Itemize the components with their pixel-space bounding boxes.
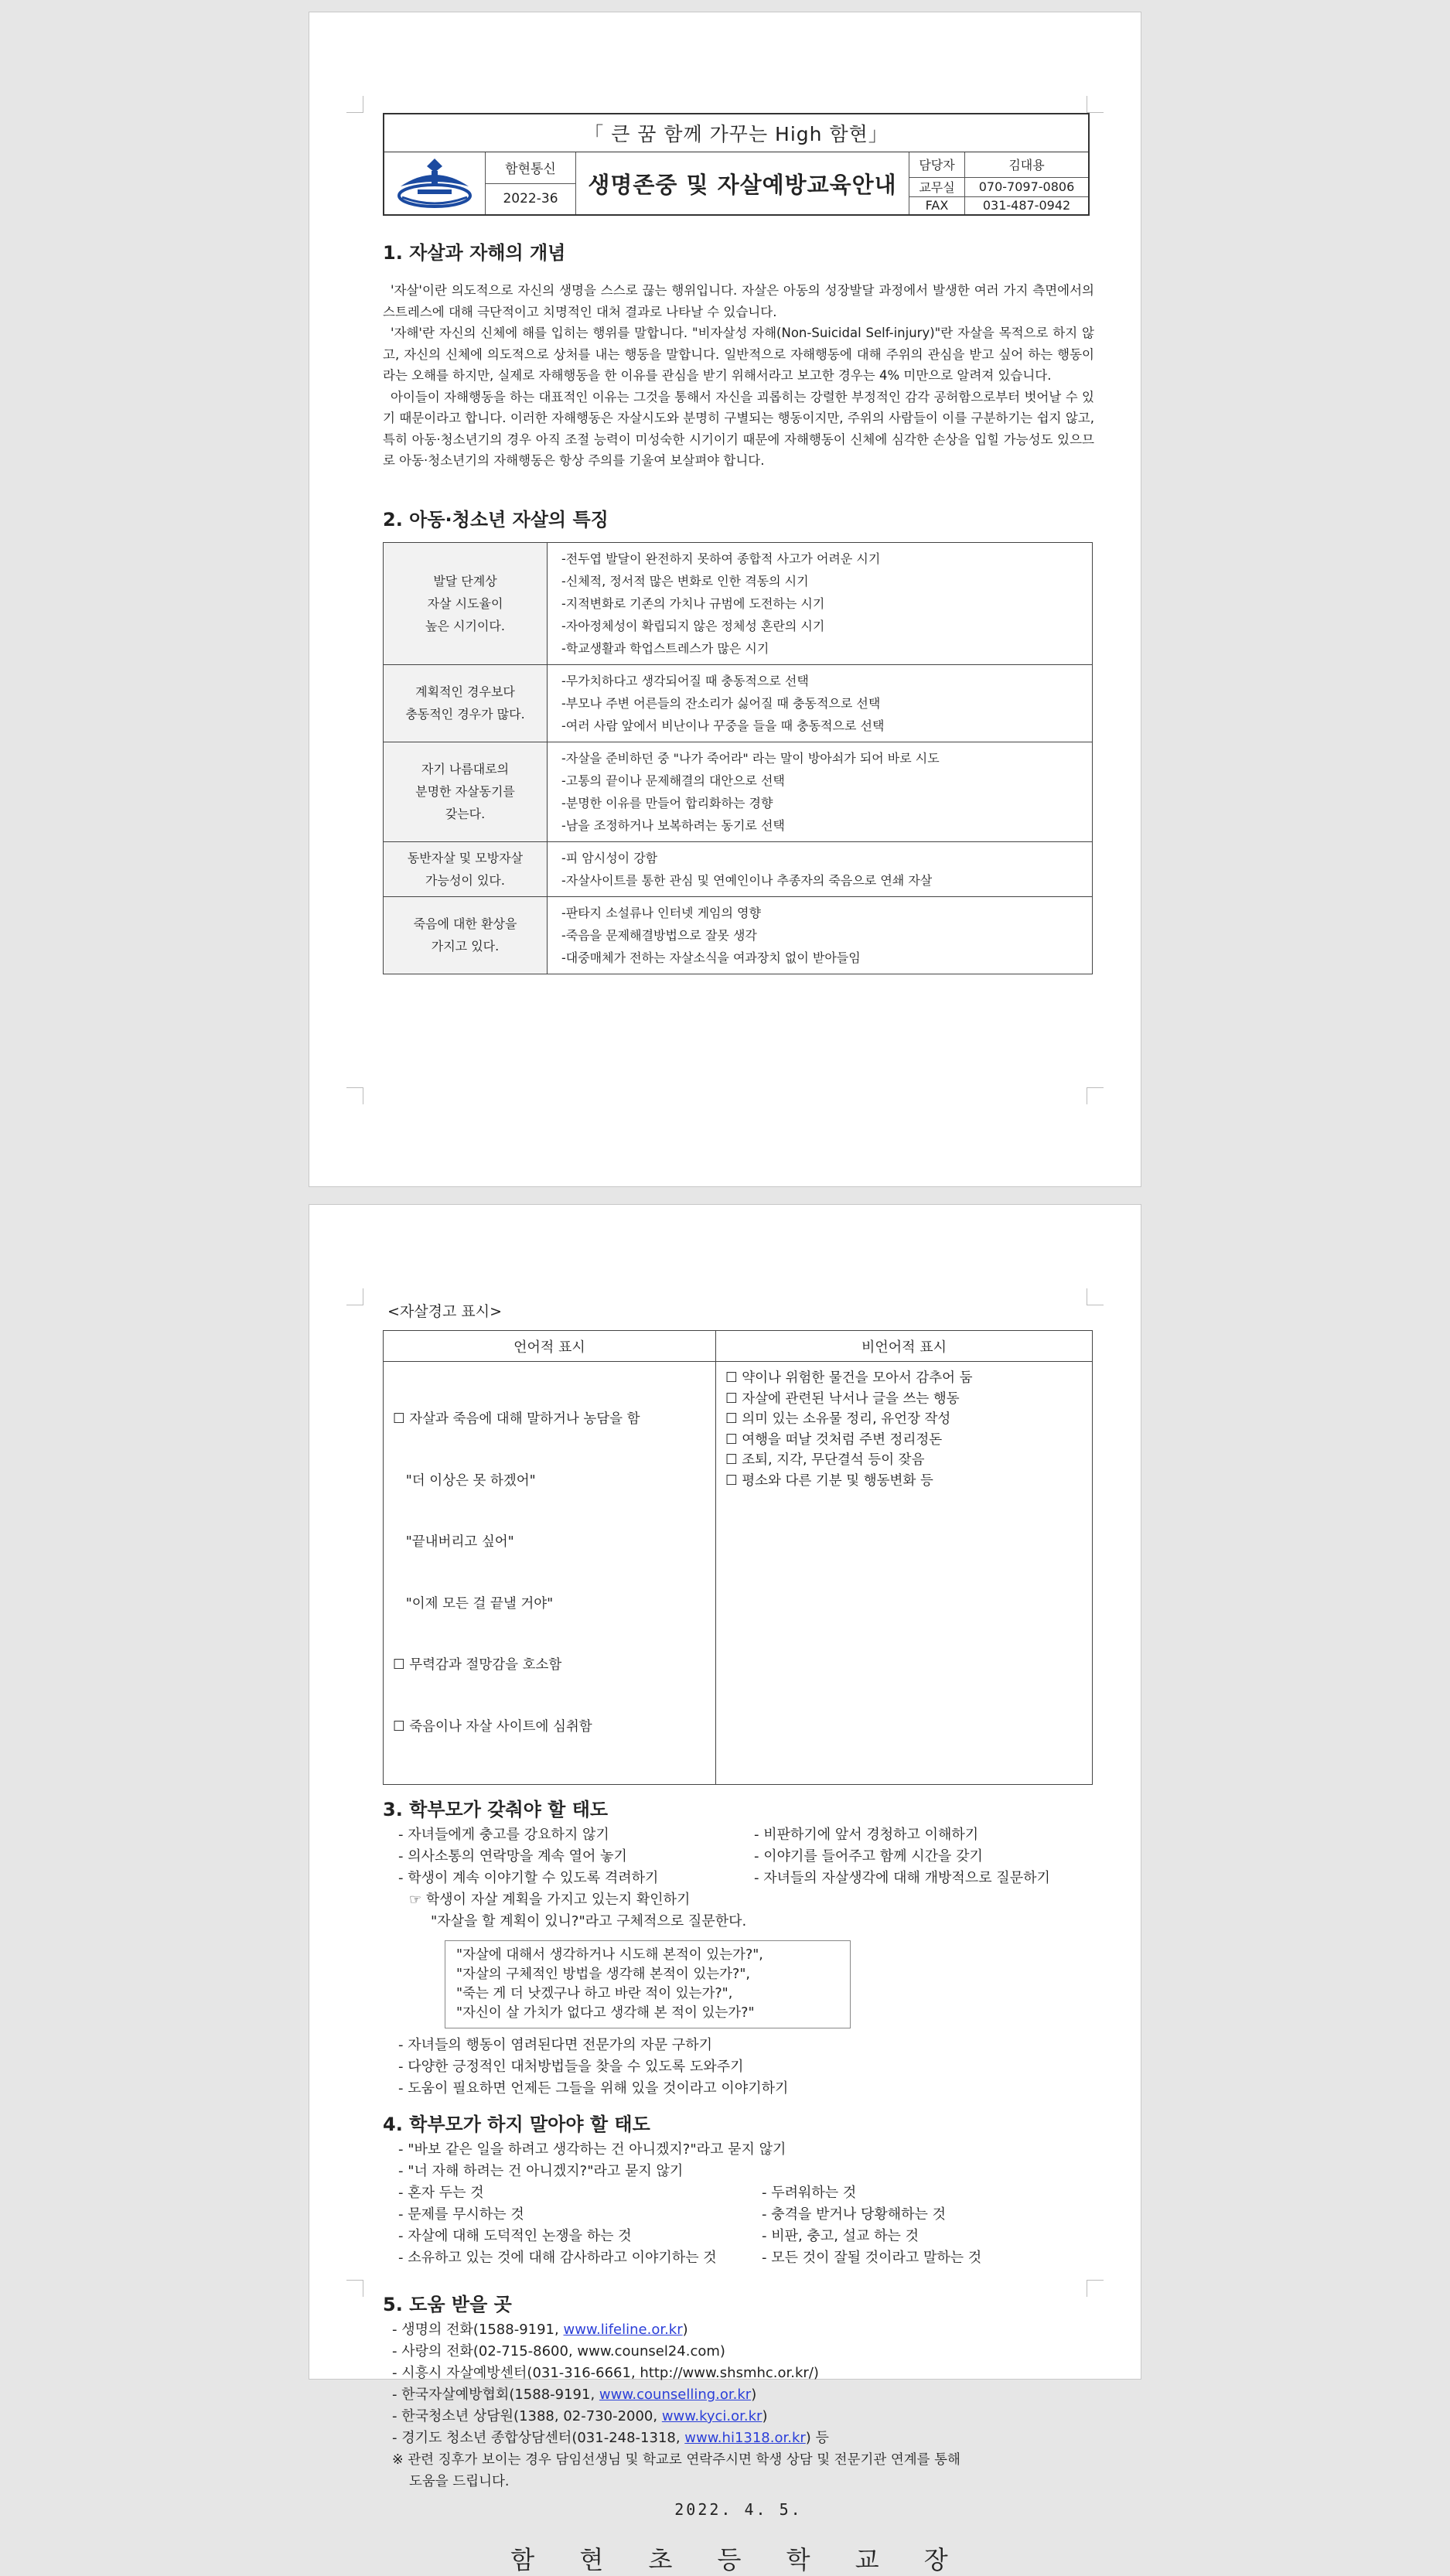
contact-label: 담당자 <box>909 152 965 178</box>
paragraph: '자해'란 자신의 신체에 해를 입히는 행위를 말합니다. "비자살성 자해(Non-Suicidal Self-injury)"란 자살을 목적으로 하지 않고, 자신의 신체에 의도적으로 상처를 내는 행동을 말합니다. 일반적으로 자해행동에 대해 주위의 관심을 받고 싶어 하는 행동이라는 오해를 하지만, 실제로 자해행동을 한 이유를 관심을 받기 위해서라고 보고한 경우는 4% 미만으로 알려져 있습니다. <box>383 326 1094 383</box>
list-item: - 도움이 필요하면 언제든 그들을 위해 있을 것이라고 이야기하기 <box>398 2080 789 2097</box>
row-item: -대중매체가 전하는 자살소식을 여과장치 없이 받아들임 <box>561 950 861 965</box>
list-item: - 충격을 받거나 당황해하는 것 <box>762 2206 947 2223</box>
row-label: 가능성이 있다. <box>425 872 505 888</box>
tip-line: ☞ 학생이 자살 계획을 가지고 있는지 확인하기 <box>409 1892 691 1908</box>
resource-link[interactable]: www.counselling.or.kr <box>599 2387 752 2403</box>
list-item: - "바보 같은 일을 하려고 생각하는 건 아니겠지?"라고 묻지 않기 <box>398 2141 786 2158</box>
note-line: 도움을 드립니다. <box>409 2474 510 2489</box>
contact-value: 김대용 <box>965 152 1088 178</box>
nonverbal-sign: ☐ 자살에 관련된 낙서나 글을 쓰는 행동 <box>725 1390 960 1407</box>
row-label: 죽음에 대한 환상을 <box>413 916 517 931</box>
list-item: - 혼자 두는 것 <box>398 2185 484 2201</box>
list-item: - 모든 것이 잘될 것이라고 말하는 것 <box>762 2250 982 2266</box>
crop-mark <box>346 1288 363 1305</box>
issue-date: 2022. 4. 5. <box>674 2500 803 2519</box>
row-item: -분명한 이유를 만들어 합리화하는 경향 <box>561 795 773 810</box>
row-item: -판타지 소설류나 인터넷 게임의 영향 <box>561 905 761 920</box>
column-header: 비언어적 표시 <box>716 1331 1093 1362</box>
list-item: - "너 자해 하려는 건 아니겠지?"라고 묻지 않기 <box>398 2163 684 2179</box>
section-4-body <box>398 2139 1094 2269</box>
page-1-content <box>383 113 1094 974</box>
row-item: -남을 조정하거나 보복하려는 동기로 선택 <box>561 817 785 833</box>
table-row <box>384 896 1093 974</box>
example-question: "죽는 게 더 낫겠구나 하고 바란 적이 있는가?", <box>456 1986 733 2001</box>
verbal-sign: "더 이상은 못 하겠어" <box>393 1472 536 1489</box>
warning-heading: <자살경고 표시> <box>387 1303 503 1320</box>
help-resources <box>392 2319 1094 2492</box>
list-item: - 자녀들에게 충고를 강요하지 않기 <box>398 1827 609 1843</box>
row-label: 계획적인 경우보다 <box>415 684 515 699</box>
row-item: -고통의 끝이나 문제해결의 대안으로 선택 <box>561 773 785 788</box>
row-item: -피 암시성이 강함 <box>561 850 658 865</box>
row-item: -무가치하다고 생각되어질 때 충동적으로 선택 <box>561 673 809 688</box>
row-label: 분명한 자살동기를 <box>415 784 515 799</box>
column-header: 언어적 표시 <box>384 1331 716 1362</box>
table-row <box>384 841 1093 896</box>
row-label: 동반자살 및 모방자살 <box>407 850 524 865</box>
row-item: -자아정체성이 확립되지 않은 정체성 혼란의 시기 <box>561 618 825 633</box>
table-row <box>384 664 1093 742</box>
resource-item: - 경기도 청소년 종합상담센터(031-248-1318, www.hi1318.or.kr) 등 <box>392 2430 829 2446</box>
newsletter-header <box>383 113 1090 216</box>
issue-number: 2022-36 <box>485 184 576 215</box>
school-emblem-icon <box>384 152 485 214</box>
list-item: - 자살에 대해 도덕적인 논쟁을 하는 것 <box>398 2228 632 2244</box>
paragraph: '자살'이란 의도적으로 자신의 생명을 스스로 끊는 행위입니다. 자살은 아동의 성장발달 과정에서 발생한 여러 가지 측면에서의 스트레스에 대해 극단적이고 치명적인 대처 결과로 나타날 수 있습니다. <box>383 283 1094 319</box>
list-item: - 문제를 무시하는 것 <box>398 2206 524 2223</box>
resource-link[interactable]: www.lifeline.or.kr <box>563 2322 683 2338</box>
resource-link[interactable]: www.kyci.or.kr <box>661 2408 763 2424</box>
row-label: 발달 단계상 <box>433 573 497 589</box>
resource-item: - 한국청소년 상담원(1388, 02-730-2000, www.kyci.or.kr) <box>392 2408 768 2424</box>
verbal-sign: ☐ 무력감과 절망감을 호소함 <box>393 1657 562 1673</box>
newsletter-label: 함현통신 <box>485 152 576 184</box>
row-item: -자살을 준비하던 중 "나가 죽어라" 라는 말이 방아쇠가 되어 바로 시도 <box>561 750 940 766</box>
example-question: "자살의 구체적인 방법을 생각해 본적이 있는가?", <box>456 1967 750 1982</box>
page-2 <box>309 1204 1141 2574</box>
list-item: - 두려워하는 것 <box>762 2185 857 2201</box>
resource-link[interactable]: www.hi1318.or.kr <box>684 2430 806 2446</box>
nonverbal-sign: ☐ 의미 있는 소유물 정리, 유언장 작성 <box>725 1411 951 1427</box>
crop-mark <box>346 1087 363 1104</box>
crop-mark <box>1087 96 1104 113</box>
nonverbal-sign: ☐ 여행을 떠날 것처럼 주변 정리정돈 <box>725 1431 943 1448</box>
section-3-body <box>398 1824 1094 2100</box>
list-item: - 비판, 충고, 설교 하는 것 <box>762 2228 919 2244</box>
contact-value: 031-487-0942 <box>982 198 1071 213</box>
row-item: -신체적, 정서적 많은 변화로 인한 격동의 시기 <box>561 573 809 589</box>
principal-signature: 함 현 초 등 학 교 장 <box>510 2545 967 2574</box>
row-label: 가지고 있다. <box>431 939 500 954</box>
row-item: -자살사이트를 통한 관심 및 연예인이나 추종자의 죽음으로 연쇄 자살 <box>561 872 933 888</box>
section-1-body <box>383 280 1094 472</box>
crop-mark <box>346 2280 363 2297</box>
row-label: 자기 나름대로의 <box>421 762 510 776</box>
example-question: "자신이 살 가치가 없다고 생각해 본 적이 있는가?" <box>456 2005 755 2021</box>
list-item: - 소유하고 있는 것에 대해 감사하라고 이야기하는 것 <box>398 2250 717 2266</box>
tip-line: "자살을 할 계획이 있니?"라고 구체적으로 질문한다. <box>431 1913 747 1929</box>
example-question: "자살에 대해서 생각하거나 시도해 본적이 있는가?", <box>456 1947 763 1963</box>
document-title: 생명존중 및 자살예방교육안내 <box>588 171 897 198</box>
warning-signs-table <box>383 1330 1093 1785</box>
nonverbal-sign: ☐ 약이나 위험한 물건을 모아서 감추어 둠 <box>725 1370 973 1386</box>
contact-info <box>909 152 1088 214</box>
row-label: 자살 시도율이 <box>427 595 503 611</box>
page-1 <box>309 12 1141 1187</box>
list-item: - 이야기를 들어주고 함께 시간을 갖기 <box>754 1848 983 1865</box>
list-item: - 자녀들의 자살생각에 대해 개방적으로 질문하기 <box>754 1870 1050 1886</box>
crop-mark <box>1087 1087 1104 1104</box>
verbal-sign: ☐ 죽음이나 자살 사이트에 심취함 <box>393 1718 592 1735</box>
list-item: - 비판하기에 앞서 경청하고 이해하기 <box>754 1827 979 1843</box>
row-item: -여러 사람 앞에서 비난이나 꾸중을 들을 때 충동적으로 선택 <box>561 718 885 733</box>
verbal-sign: "끝내버리고 싶어" <box>393 1534 514 1550</box>
resource-item: - 사랑의 전화(02-715-8600, www.counsel24.com) <box>392 2343 725 2359</box>
section-heading: 3. 학부모가 갖춰야 할 태도 <box>383 1799 609 1820</box>
crop-mark <box>346 96 363 113</box>
nonverbal-sign: ☐ 조퇴, 지각, 무단결석 등이 잦음 <box>725 1452 925 1468</box>
section-heading: 1. 자살과 자해의 개념 <box>383 242 566 264</box>
page-2-content <box>383 1300 1094 2576</box>
slogan: 「 큰 꿈 함께 가꾸는 High 함현」 <box>384 114 1088 152</box>
section-heading: 5. 도움 받을 곳 <box>383 2294 512 2315</box>
note-line: ※ 관련 징후가 보이는 경우 담임선생님 및 학교로 연락주시면 학생 상담 및 전문기관 연계를 통해 <box>392 2452 960 2468</box>
resource-item: - 생명의 전화(1588-9191, www.lifeline.or.kr) <box>392 2322 688 2338</box>
row-item: -죽음을 문제해결방법으로 잘못 생각 <box>561 927 757 943</box>
section-heading: 2. 아동·청소년 자살의 특징 <box>383 508 609 531</box>
characteristics-table <box>383 542 1093 974</box>
contact-value: 070-7097-0806 <box>965 178 1088 197</box>
row-label: 충동적인 경우가 많다. <box>405 707 525 722</box>
section-heading: 4. 학부모가 하지 말아야 할 태도 <box>383 2114 650 2135</box>
table-row <box>384 742 1093 841</box>
resource-item: - 한국자살예방협회(1588-9191, www.counselling.or.kr) <box>392 2387 757 2403</box>
paragraph: 아이들이 자해행동을 하는 대표적인 이유는 그것을 통해서 자신을 괴롭히는 강렬한 부정적인 감각 공허함으로부터 벗어날 수 있기 때문이라고 합니다. 이러한 자해행동은 자살시도와 분명히 구별되는 행동이지만, 주위의 사람들이 이를 구분하기는 쉽지 않고, 특히 아동·청소년기의 경우 아직 조절 능력이 미성숙한 시기이기 때문에 자해행동이 신체에 심각한 손상을 입힐 가능성도 있으므로 아동·청소년기의 자해행동은 항상 주의를 기울여 보살펴야 합니다. <box>383 389 1094 468</box>
list-item: - 다양한 긍정적인 대처방법들을 찾을 수 있도록 도와주기 <box>398 2059 744 2075</box>
table-row <box>384 542 1093 664</box>
row-label: 높은 시기이다. <box>425 618 505 633</box>
verbal-sign: "이제 모든 걸 끝낼 거야" <box>393 1595 554 1612</box>
verbal-sign: ☐ 자살과 죽음에 대해 말하거나 농담을 함 <box>393 1411 640 1427</box>
example-questions-box <box>445 1940 851 2028</box>
row-label: 갖는다. <box>445 807 486 821</box>
nonverbal-sign: ☐ 평소와 다른 기분 및 행동변화 등 <box>725 1472 933 1489</box>
row-item: -지적변화로 기존의 가치나 규범에 도전하는 시기 <box>561 595 825 611</box>
row-item: -부모나 주변 어른들의 잔소리가 싫어질 때 충동적으로 선택 <box>561 695 881 711</box>
row-item: -전두엽 발달이 완전하지 못하여 종합적 사고가 어려운 시기 <box>561 551 881 566</box>
row-item: -학교생활과 학업스트레스가 많은 시기 <box>561 640 769 656</box>
contact-label: FAX <box>909 197 965 215</box>
resource-item: - 시흥시 자살예방센터(031-316-6661, http://www.shsmhc.or.kr/) <box>392 2365 819 2381</box>
list-item: - 학생이 계속 이야기할 수 있도록 격려하기 <box>398 1870 659 1886</box>
contact-label: 교무실 <box>909 178 965 197</box>
list-item: - 자녀들의 행동이 염려된다면 전문가의 자문 구하기 <box>398 2037 712 2053</box>
list-item: - 의사소통의 연락망을 계속 열어 놓기 <box>398 1848 627 1865</box>
